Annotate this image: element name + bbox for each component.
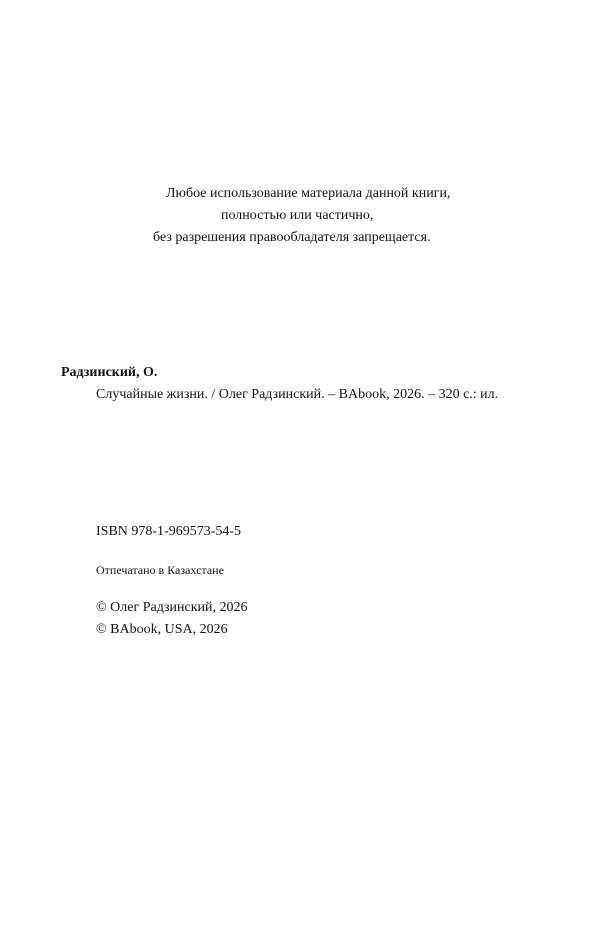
- rights-notice-line-1: Любое использование материала данной книги,: [166, 186, 451, 201]
- rights-notice-line-3: без разрешения правообладателя запрещается.: [153, 230, 431, 245]
- bibliographic-author: Радзинский, О.: [61, 365, 158, 380]
- rights-notice-line-2: полностью или частично,: [221, 208, 374, 223]
- copyright-author: © Олег Радзинский, 2026: [96, 600, 248, 615]
- bibliographic-description: Случайные жизни. / Олег Радзинский. – BAbook, 2026. – 320 с.: ил.: [96, 387, 499, 402]
- copyright-publisher: © BAbook, USA, 2026: [96, 622, 228, 637]
- printed-in-note: Отпечатано в Казахстане: [96, 563, 224, 577]
- isbn-number: ISBN 978-1-969573-54-5: [96, 524, 242, 539]
